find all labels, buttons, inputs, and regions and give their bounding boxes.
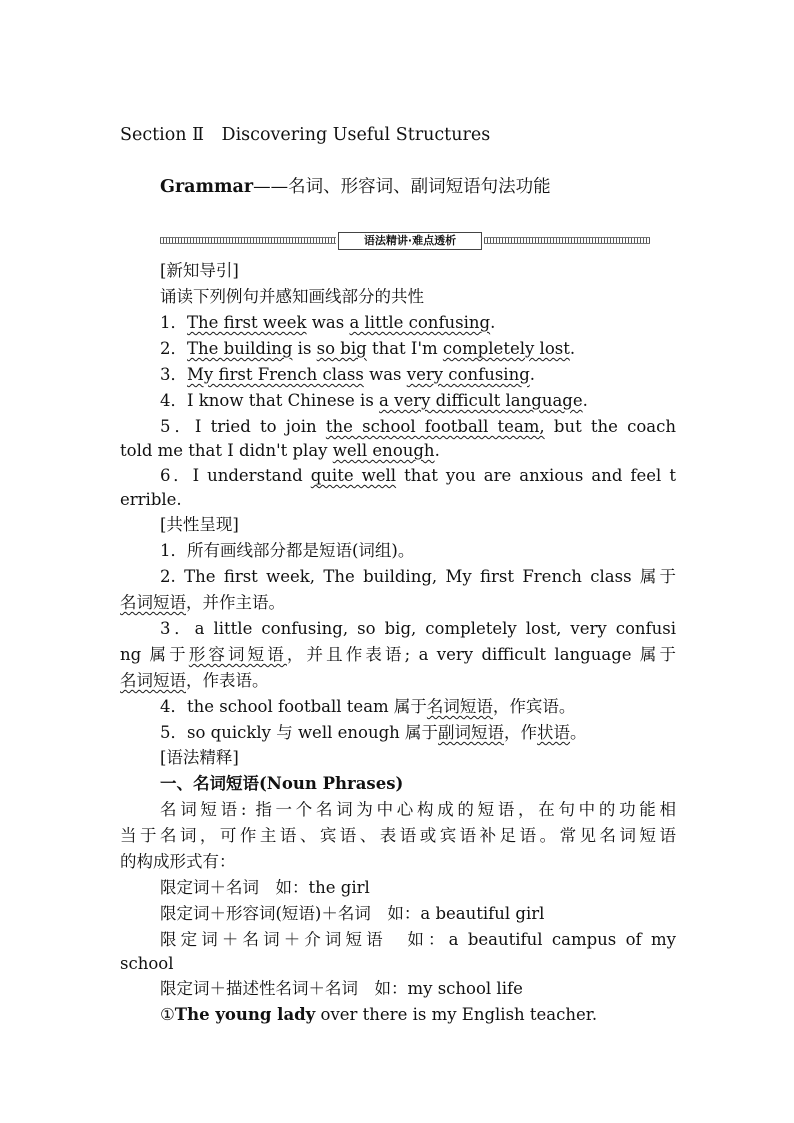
- example-2: 2．The building is so big that I'm completely lost.: [160, 339, 576, 358]
- common-point-3: 3．a little confusing, so big, completely lost, very confusi: [160, 619, 676, 638]
- example-3: 3．My first French class was very confusing.: [160, 365, 536, 384]
- common-point-3-end: 名词短语，作表语。: [120, 671, 269, 690]
- section-title: Section Ⅱ Discovering Useful Structures: [120, 125, 491, 145]
- example-1: 1．The first week was a little confusing.: [160, 313, 496, 332]
- form-2: 限定词＋形容词(短语)＋名词 如：a beautiful girl: [160, 904, 545, 923]
- definition-line-2: 当于名词，可作主语、宾语、表语或宾语补足语。常见名词短语: [120, 826, 676, 845]
- grammar-title: [160, 175, 676, 199]
- common-point-1: 1．所有画线部分都是短语(词组)。: [160, 541, 415, 560]
- common-heading: [共性呈现]: [160, 515, 239, 534]
- example-5-cont: told me that I didn't play well enough.: [120, 441, 440, 460]
- example-5: 5．I tried to join the school football team, but the coach: [160, 417, 677, 436]
- section-banner: [160, 232, 650, 250]
- intro-instruction: 诵读下列例句并感知画线部分的共性: [160, 287, 424, 306]
- example-sentence-1: ①The young lady over there is my English teacher.: [160, 1005, 598, 1024]
- definition-line-3: 的构成形式有：: [120, 852, 236, 871]
- banner-stripe-left: [160, 237, 336, 244]
- common-point-2: 2. The first week, The building, My first French class 属于: [160, 567, 676, 586]
- grammar-subtitle: ——名词、形容词、副词短语句法功能: [253, 177, 551, 197]
- intro-heading: [新知导引]: [160, 261, 239, 280]
- noun-phrases-title: 一、名词短语(Noun Phrases): [160, 774, 404, 793]
- common-point-5: 5．so quickly 与 well enough 属于副词短语，作状语。: [160, 723, 587, 742]
- common-point-2-cont: 名词短语，并作主语。: [120, 593, 285, 612]
- example-6: 6．I understand quite well that you are anxious and feel t: [160, 466, 676, 485]
- form-1: 限定词＋名词 如：the girl: [160, 878, 370, 897]
- form-4: 限定词＋描述性名词＋名词 如：my school life: [160, 979, 523, 998]
- grammar-label: Grammar: [160, 177, 254, 197]
- definition-line-1: 名词短语: 指一个名词为中心构成的短语，在句中的功能相: [160, 800, 676, 819]
- example-6-cont: errible.: [120, 490, 182, 509]
- explain-heading: [语法精释]: [160, 748, 239, 767]
- banner-badge: 语法精讲·难点透析: [338, 232, 482, 250]
- banner-stripe-right: [484, 237, 650, 244]
- example-4: 4．I know that Chinese is a very difficult language.: [160, 391, 588, 410]
- form-3-cont: school: [120, 954, 174, 973]
- form-3: 限定词＋名词＋介词短语 如：a beautiful campus of my: [160, 930, 676, 949]
- common-point-3-cont: ng 属于形容词短语，并且作表语; a very difficult language 属于: [120, 645, 677, 664]
- common-point-4: 4．the school football team 属于名词短语，作宾语。: [160, 697, 576, 716]
